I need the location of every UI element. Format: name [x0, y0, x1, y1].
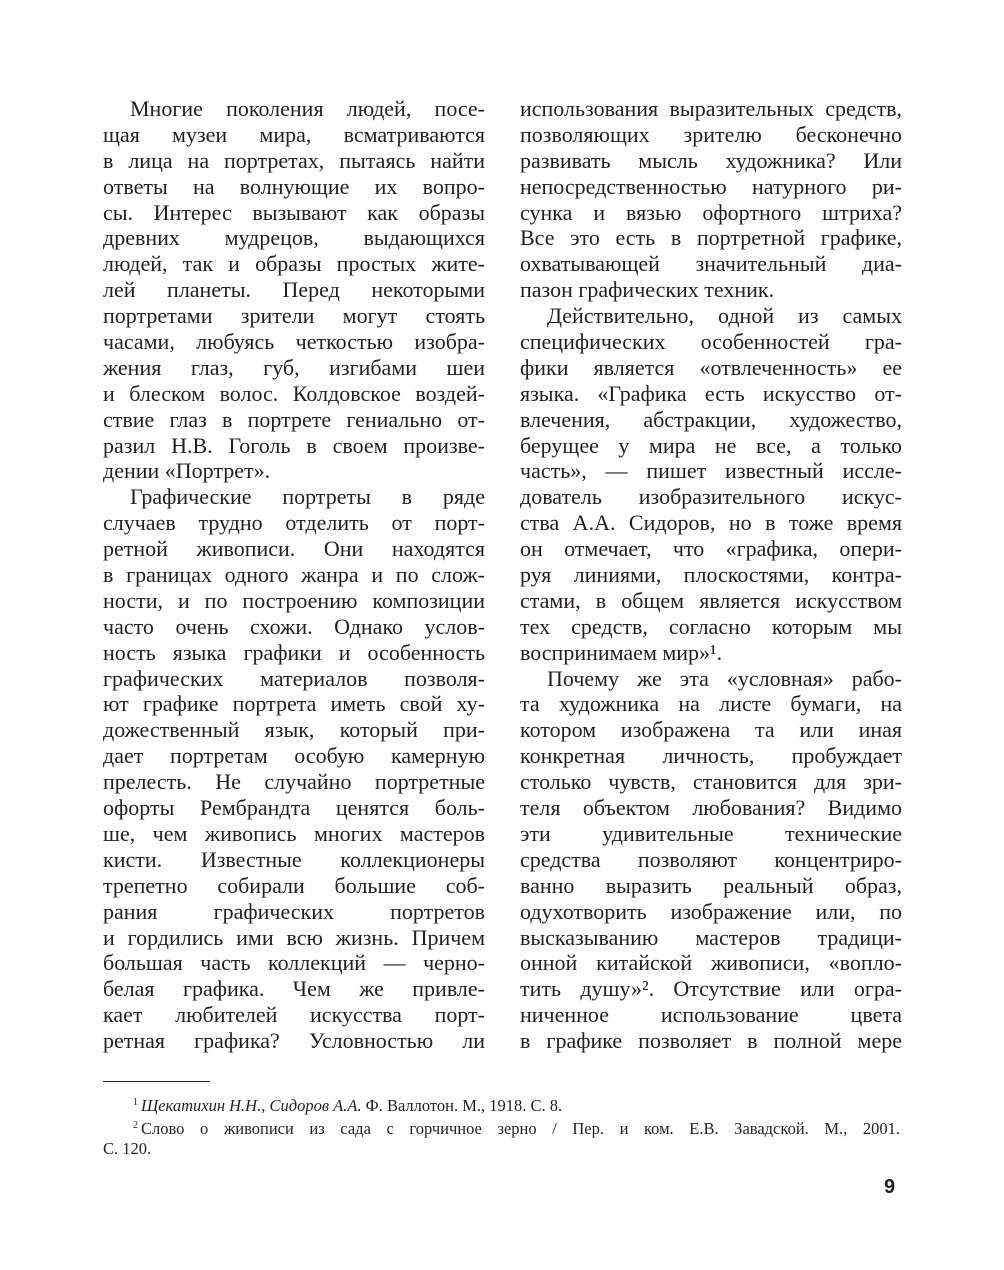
text-line: ниченное использование цвета — [520, 1002, 902, 1028]
text-line: древних мудрецов, выдающихся — [103, 225, 485, 251]
text-line: тех средств, согласно которым мы — [520, 613, 902, 639]
text-line: и гордились ими всю жизнь. Причем — [103, 924, 485, 950]
text-line: влечения, абстракции, художество, — [520, 406, 902, 432]
footnote-1-text: Ф. Валлотон. М., 1918. С. 8. — [361, 1096, 563, 1115]
text-line: та художника на листе бумаги, на — [520, 691, 902, 717]
text-line: охватывающей значительный диа- — [520, 251, 902, 277]
footnote-2-text: Слово о живописи из сада с горчичное зерно / Пер. и ком. Е.В. Завадской. М., 2001. — [141, 1119, 900, 1138]
right-column — [520, 96, 902, 1054]
text-line: большая часть коллекций — черно- — [103, 950, 485, 976]
text-line: сунка и вязью офортного штриха? — [520, 199, 902, 225]
text-line: высказыванию мастеров традици- — [520, 924, 902, 950]
text-line: лей планеты. Перед некоторыми — [103, 277, 485, 303]
text-line: эти удивительные технические — [520, 820, 902, 846]
text-line: ретная графика? Условностью ли — [103, 1028, 485, 1054]
text-line: онной китайской живописи, «вопло- — [520, 950, 902, 976]
text-line: в лица на портретах, пытаясь найти — [103, 147, 485, 173]
text-line: воспринимаем мир»¹. — [520, 639, 723, 665]
text-line: непосредственностью натурного ри- — [520, 173, 902, 199]
text-line: часто очень схожи. Однако услов- — [103, 613, 485, 639]
text-line: кисти. Известные коллекционеры — [103, 846, 485, 872]
text-line: в графике позволяет в полной мере — [520, 1028, 902, 1054]
text-line: разил Н.В. Гоголь в своем произве- — [103, 432, 485, 458]
footnote-divider — [103, 1081, 210, 1082]
text-line: использования выразительных средств, — [520, 96, 902, 121]
text-line: пазон графических техник. — [520, 277, 775, 303]
text-line: Почему же эта «условная» рабо- — [547, 665, 902, 691]
footnote-2 — [133, 1114, 900, 1140]
text-line: людей, так и образы простых жите- — [103, 251, 485, 277]
text-line: средства позволяют концентриро- — [520, 846, 902, 872]
page-number: 9 — [884, 1176, 896, 1198]
text-line: белая графика. Чем же привле- — [103, 976, 485, 1002]
text-line: фики является «отвлеченность» ее — [520, 354, 902, 380]
text-line: позволяющих зрителю бесконечно — [520, 121, 902, 147]
text-line: Многие поколения людей, посе- — [130, 96, 485, 121]
text-line: дает портретам особую камерную — [103, 743, 485, 769]
text-line: ванно выразить реальный образ, — [520, 872, 902, 898]
text-line: прелесть. Не случайно портретные — [103, 769, 485, 795]
text-line: щая музеи мира, всматриваются — [103, 121, 485, 147]
text-line: трепетно собирали большие соб- — [103, 872, 485, 898]
text-line: стами, в общем является искусством — [520, 587, 902, 613]
text-line: берущее у мира не все, а только — [520, 432, 902, 458]
footnote-1-number: 1 — [133, 1097, 138, 1108]
text-line: одухотворить изображение или, по — [520, 898, 902, 924]
footnote-2-continuation: С. 120. — [103, 1139, 152, 1158]
text-line: ствие глаз в портрете гениально от- — [103, 406, 485, 432]
text-line: ность языка графики и особенность — [103, 639, 485, 665]
text-line: Графические портреты в ряде — [130, 484, 485, 510]
text-line: дожественный язык, который при- — [103, 717, 485, 743]
text-line: руя линиями, плоскостями, контра- — [520, 562, 902, 588]
text-line: кает любителей искусства порт- — [103, 1002, 485, 1028]
text-line: ше, чем живопись многих мастеров — [103, 820, 485, 846]
text-line: ства А.А. Сидоров, но в тоже время — [520, 510, 902, 536]
text-line: он отмечает, что «графика, опери- — [520, 536, 902, 562]
text-line: случаев трудно отделить от порт- — [103, 510, 485, 536]
text-line: ретной живописи. Они находятся — [103, 536, 485, 562]
text-line: конкретная личность, пробуждает — [520, 743, 902, 769]
text-line: теля объектом любования? Видимо — [520, 795, 902, 821]
text-line: жения глаз, губ, изгибами шеи — [103, 354, 485, 380]
text-line: и блеском волос. Колдовское воздей- — [103, 380, 485, 406]
text-line: портретами зрители могут стоять — [103, 303, 485, 329]
text-line: ности, и по построению композиции — [103, 587, 485, 613]
text-line: Все это есть в портретной графике, — [520, 225, 902, 251]
text-line: развивать мысль художника? Или — [520, 147, 902, 173]
text-line: часами, любуясь четкостью изобра- — [103, 329, 485, 355]
text-line: специфических особенностей гра- — [520, 329, 902, 355]
text-line: ответы на волнующие их вопро- — [103, 173, 485, 199]
text-line: котором изображена та или иная — [520, 717, 902, 743]
text-line: часть», — пишет известный иссле- — [520, 458, 902, 484]
text-line: рания графических портретов — [103, 898, 485, 924]
text-line: в границах одного жанра и по слож- — [103, 562, 485, 588]
text-line: графических материалов позволя- — [103, 665, 485, 691]
left-column — [103, 96, 485, 1054]
text-line: ют графике портрета иметь свой ху- — [103, 691, 485, 717]
text-line: дении «Портрет». — [103, 458, 271, 484]
text-line: Действительно, одной из самых — [547, 303, 902, 329]
text-line: языка. «Графика есть искусство от- — [520, 380, 902, 406]
footnote-1-authors: Щекатихин Н.Н., Сидоров А.А. — [141, 1096, 362, 1115]
text-line: столько чувств, становится для зри- — [520, 769, 902, 795]
text-line: сы. Интерес вызывают как образы — [103, 199, 485, 225]
text-line: дователь изобразительного искус- — [520, 484, 902, 510]
text-line: тить душу»². Отсутствие или огра- — [520, 976, 902, 1002]
text-line: офорты Рембрандта ценятся боль- — [103, 795, 485, 821]
footnote-2-number: 2 — [133, 1120, 138, 1131]
